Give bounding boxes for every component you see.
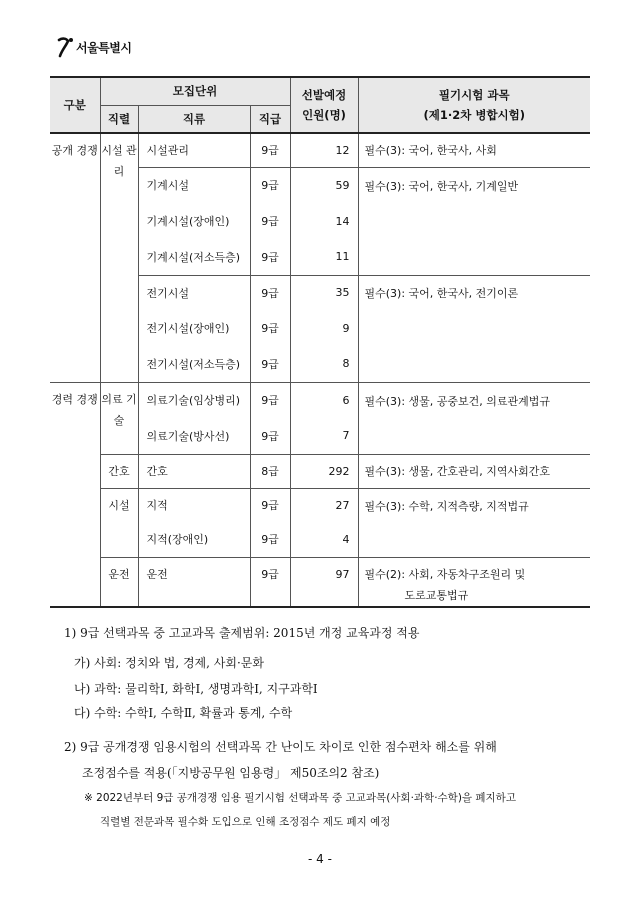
row-count: 27 [290,488,358,522]
row-type: 운전 [138,557,250,607]
row-type: 간호 [138,454,250,488]
series-nursing: 간호 [100,454,138,488]
note-2-line1: 2) 9급 공개경쟁 임용시험의 선택과목 간 난이도 차이로 인한 점수편차 해소를 위해 [64,740,497,754]
row-type: 시설관리 [138,133,250,167]
row-count: 8 [290,346,358,382]
group-career: 경력 경쟁 [50,382,100,607]
row-grade: 9급 [250,203,290,239]
note-1b: 나) 과학: 물리학Ⅰ, 화학Ⅰ, 생명과학Ⅰ, 지구과학Ⅰ [74,682,318,696]
logo-text: 서울특별시 [76,40,132,55]
row-type: 전기시설(저소득층) [138,346,250,382]
header-grade: 직급 [250,105,290,133]
subjects-mechanical: 필수(3): 국어, 한국사, 기계일반 [358,167,590,275]
row-count: 11 [290,239,358,275]
row-grade: 9급 [250,346,290,382]
header-category: 구분 [50,77,100,133]
subjects-driving-line1: 필수(2): 사회, 자동차구조원리 및 [364,567,526,581]
row-grade: 9급 [250,310,290,346]
row-type: 의료기술(임상병리) [138,382,250,418]
seoul-logo-icon [56,36,74,58]
row-count: 97 [290,557,358,607]
row-type: 지적(장애인) [138,522,250,557]
row-grade: 9급 [250,488,290,522]
note-1c: 다) 수학: 수학Ⅰ, 수학Ⅱ, 확률과 통계, 수학 [74,706,293,720]
row-type: 기계시설(장애인) [138,203,250,239]
row-grade: 9급 [250,418,290,454]
series-facility-mgmt: 시설 관리 [100,133,138,382]
header-planned-line1: 선발예정 [301,88,347,102]
subjects-driving [358,557,590,607]
note-1: 1) 9급 선택과목 중 고교과목 출제범위: 2015년 개정 교육과정 적용 [64,626,420,640]
footnote-line2: 직렬별 전문과목 필수화 도입으로 인해 조정점수 제도 폐지 예정 [100,816,391,828]
subjects-driving-line2: 도로교통법규 [404,588,469,602]
row-count: 59 [290,167,358,203]
series-driving: 운전 [100,557,138,607]
row-grade: 9급 [250,167,290,203]
row-count: 292 [290,454,358,488]
row-type: 기계시설(저소득층) [138,239,250,275]
subjects-cadastral: 필수(3): 수학, 지적측량, 지적법규 [358,488,590,557]
subjects-facility-mgmt: 필수(3): 국어, 한국사, 사회 [358,133,590,167]
header-subjects-line2: (제1·2차 병합시험) [423,108,526,122]
row-type: 지적 [138,488,250,522]
row-grade: 8급 [250,454,290,488]
note-2-line2: 조정점수를 적용(「지방공무원 임용령」 제50조의2 참조) [82,766,380,780]
row-count: 35 [290,275,358,310]
row-grade: 9급 [250,522,290,557]
header-type: 직류 [138,105,250,133]
series-facility: 시설 [100,488,138,557]
row-count: 9 [290,310,358,346]
row-count: 6 [290,382,358,418]
header-subjects-line1: 필기시험 과목 [438,88,510,102]
recruitment-table [50,76,590,608]
row-grade: 9급 [250,382,290,418]
row-grade: 9급 [250,275,290,310]
row-grade: 9급 [250,239,290,275]
group-public: 공개 경쟁 [50,133,100,382]
row-count: 4 [290,522,358,557]
row-type: 의료기술(방사선) [138,418,250,454]
subjects-medical: 필수(3): 생물, 공중보건, 의료관계법규 [358,382,590,454]
note-1a: 가) 사회: 정치와 법, 경제, 사회·문화 [74,656,264,670]
header-series: 직렬 [100,105,138,133]
header-subjects [358,77,590,133]
page-number: - 4 - [308,852,332,866]
seoul-logo [56,36,131,58]
series-medical-tech: 의료 기술 [100,382,138,454]
row-grade: 9급 [250,133,290,167]
footnote-line1: ※ 2022년부터 9급 공개경쟁 임용 필기시험 선택과목 중 고교과목(사회·과학·수학)을 폐지하고 [84,792,516,804]
row-count: 14 [290,203,358,239]
subjects-nursing: 필수(3): 생물, 간호관리, 지역사회간호 [358,454,590,488]
row-type: 전기시설(장애인) [138,310,250,346]
row-type: 기계시설 [138,167,250,203]
header-planned-line2: 인원(명) [302,108,346,122]
subjects-electrical: 필수(3): 국어, 한국사, 전기이론 [358,275,590,382]
row-count: 7 [290,418,358,454]
header-planned [290,77,358,133]
row-type: 전기시설 [138,275,250,310]
header-recruit-unit: 모집단위 [100,77,290,105]
row-count: 12 [290,133,358,167]
row-grade: 9급 [250,557,290,607]
